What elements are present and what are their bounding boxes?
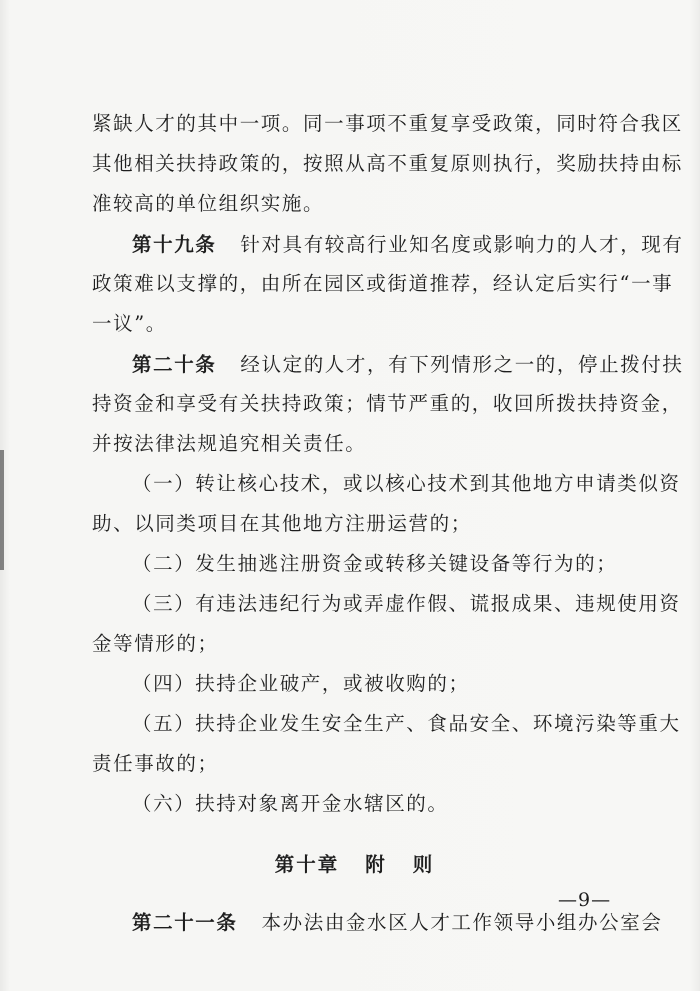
article-21-first-line [132, 911, 662, 935]
article-20-text: 经认定的人才，有下列情形之一的，停止拨付扶 [240, 353, 684, 376]
article-20-first-line [132, 353, 684, 377]
article-19-first-line [132, 233, 684, 257]
article-20-line: 并按法律法规追究相关责任。 [92, 432, 367, 455]
article-20-heading: 第二十条 [132, 353, 217, 376]
scan-edge-mark [0, 450, 4, 570]
list-item-continuation: 金等情形的； [92, 632, 219, 655]
list-item: （二）发生抽逃注册资金或转移关键设备等行为的； [132, 552, 618, 575]
list-item: （三）有违法违纪行为或弄虚作假、谎报成果、违规使用资 [132, 592, 681, 615]
list-item: （一）转让核心技术，或以核心技术到其他地方申请类似资 [132, 472, 681, 495]
list-item: （四）扶持企业破产，或被收购的； [132, 672, 470, 695]
list-item-continuation: 责任事故的； [92, 752, 219, 775]
article-21-heading: 第二十一条 [132, 911, 238, 934]
paragraph-line: 准较高的单位组织实施。 [92, 192, 325, 215]
article-19-heading: 第十九条 [132, 233, 217, 256]
chapter-number: 第十章 [274, 853, 340, 876]
paragraph-line: 其他相关扶持政策的，按照从高不重复原则执行，奖励扶持由标 [92, 152, 683, 175]
article-20-line: 持资金和享受有关扶持政策；情节严重的，收回所拨扶持资金， [92, 392, 683, 415]
paragraph-line: 紧缺人才的其中一项。同一事项不重复享受政策，同时符合我区 [92, 112, 683, 135]
page-number: —9— [558, 889, 612, 911]
article-21-text: 本办法由金水区人才工作领导小组办公室会 [261, 911, 663, 934]
article-19-line: 政策难以支撑的，由所在园区或街道推荐，经认定后实行“一事 [92, 272, 674, 295]
list-item-continuation: 助、以同类项目在其他地方注册运营的； [92, 512, 472, 535]
article-19-line: 一议”。 [92, 312, 167, 335]
article-19-text: 针对具有较高行业知名度或影响力的人才，现有 [240, 233, 684, 256]
chapter-name: 附 [365, 853, 387, 876]
list-item: （六）扶持对象离开金水辖区的。 [132, 792, 449, 815]
chapter-title [92, 853, 617, 877]
chapter-name-2: 则 [412, 853, 435, 876]
list-item: （五）扶持企业发生安全生产、食品安全、环境污染等重大 [132, 712, 681, 735]
